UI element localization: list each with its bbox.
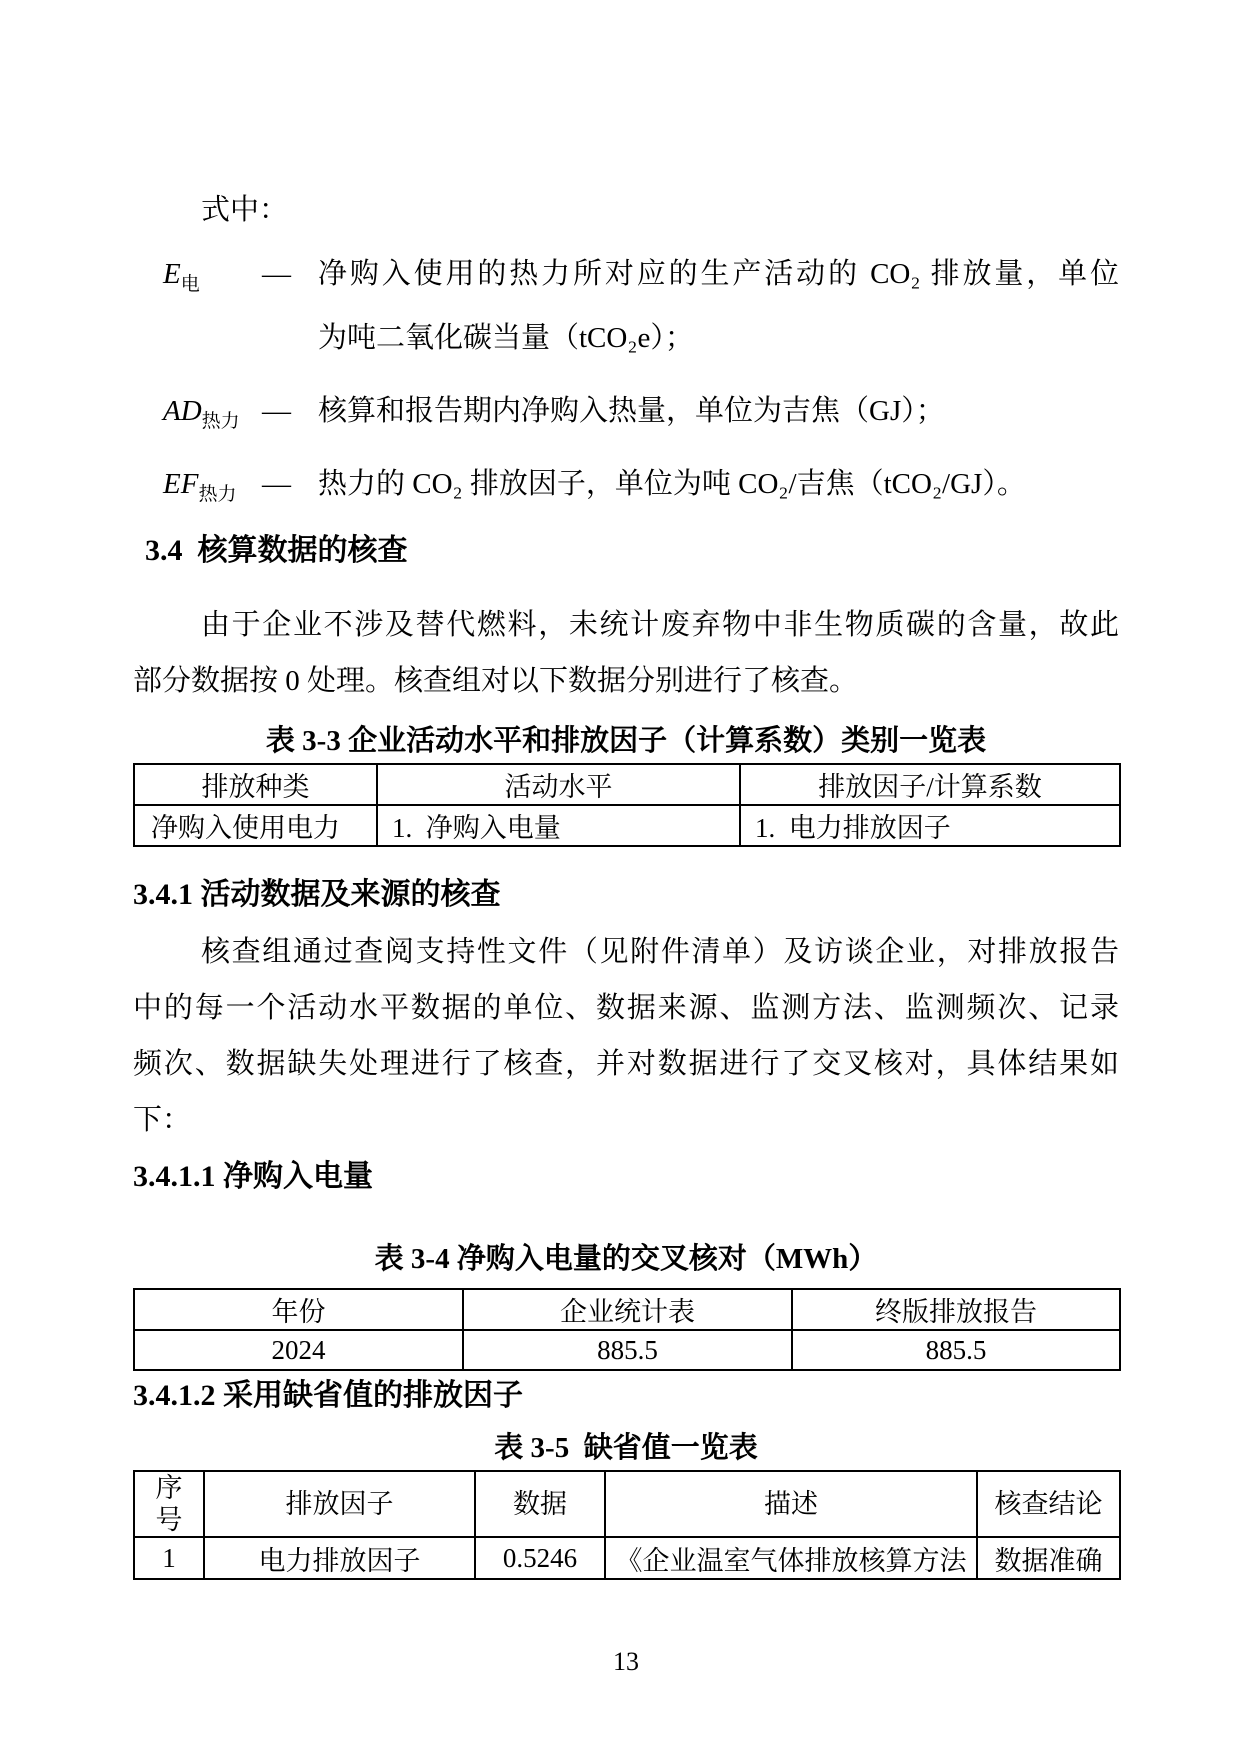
definition-text-e bbox=[318, 242, 1119, 370]
table-3-5-header-cell: 排放因子 bbox=[204, 1471, 475, 1537]
table-3-5-header-cell: 描述 bbox=[605, 1471, 977, 1537]
symbol-ad-subscript: 热力 bbox=[201, 410, 240, 432]
table-3-5-header-cell: 数据 bbox=[475, 1471, 605, 1537]
definition-text-ad-line1: 核算和报告期内净购入热量，单位为吉焦（GJ）； bbox=[318, 395, 945, 427]
paragraph-3-4 bbox=[133, 597, 1119, 709]
definition-row-e bbox=[133, 242, 1119, 370]
table-3-4-header-cell: 企业统计表 bbox=[463, 1289, 792, 1330]
table-3-3-header-cell: 排放种类 bbox=[134, 764, 377, 805]
section-heading-3-4: 3.4 核算数据的核查 bbox=[145, 534, 408, 567]
definition-text-e-line2: 为吨二氧化碳当量（tCO₂e）； bbox=[318, 322, 694, 354]
definition-text-e-line1: 净购入使用的热力所对应的生产活动的 CO₂ 排放量，单位 bbox=[318, 258, 1119, 290]
table-3-3-cell: 净购入使用电力 bbox=[134, 805, 377, 846]
paragraph-3-4-1 bbox=[133, 924, 1119, 1148]
definition-text-ef bbox=[318, 452, 1119, 516]
table-3-4-cell: 885.5 bbox=[463, 1330, 792, 1370]
table-3-5-cell: 电力排放因子 bbox=[204, 1537, 475, 1579]
definition-dash: — bbox=[262, 258, 291, 290]
table-3-5-cell: 0.5246 bbox=[475, 1537, 605, 1579]
symbol-e-subscript: 电 bbox=[180, 273, 200, 295]
section-heading-3-4-1-1: 3.4.1.1 净购入电量 bbox=[133, 1160, 373, 1193]
table-3-4-cell: 2024 bbox=[134, 1330, 463, 1370]
formula-intro: 式中： bbox=[201, 194, 289, 226]
page-number: 13 bbox=[613, 1647, 639, 1676]
table-3-4 bbox=[133, 1288, 1121, 1371]
paragraph-line: 核查组通过查阅支持性文件（见附件清单）及访谈企业，对排放报告 bbox=[201, 936, 1119, 968]
definition-row-ad bbox=[133, 379, 1119, 443]
table-3-4-header-cell: 年份 bbox=[134, 1289, 463, 1330]
symbol-e bbox=[133, 242, 262, 370]
table-3-3-cell: 1. 净购入电量 bbox=[377, 805, 740, 846]
table-3-5-header-row bbox=[134, 1471, 1120, 1537]
table-3-5-header-cell: 序号 bbox=[134, 1471, 204, 1537]
table-3-4-cell: 885.5 bbox=[792, 1330, 1120, 1370]
symbol-ef-main: EF bbox=[163, 468, 199, 500]
section-heading-3-4-1-2: 3.4.1.2 采用缺省值的排放因子 bbox=[133, 1379, 523, 1412]
table-3-5-data-row bbox=[134, 1537, 1120, 1579]
table-3-3-cell: 1. 电力排放因子 bbox=[740, 805, 1120, 846]
table-3-3-data-row bbox=[134, 805, 1120, 846]
table-3-3-header-cell: 排放因子/计算系数 bbox=[740, 764, 1120, 805]
symbol-e-main: E bbox=[163, 258, 181, 290]
table-3-5-cell: 《企业温室气体排放核算方法 bbox=[605, 1537, 977, 1579]
definition-text-ad bbox=[318, 379, 1119, 443]
table-3-4-header-cell: 终版排放报告 bbox=[792, 1289, 1120, 1330]
definition-row-ef bbox=[133, 452, 1119, 516]
table-3-5-cell: 1 bbox=[134, 1537, 204, 1579]
definition-dash: — bbox=[262, 468, 291, 500]
table-3-5-header-cell: 核查结论 bbox=[977, 1471, 1120, 1537]
table-3-4-data-row bbox=[134, 1330, 1120, 1370]
table-3-3-caption: 表 3-3 企业活动水平和排放因子（计算系数）类别一览表 bbox=[265, 725, 987, 757]
paragraph-line: 部分数据按 0 处理。核查组对以下数据分别进行了核查。 bbox=[133, 665, 859, 697]
table-3-3-header-cell: 活动水平 bbox=[377, 764, 740, 805]
symbol-ad bbox=[133, 379, 262, 443]
table-3-5 bbox=[133, 1470, 1121, 1580]
paragraph-line: 频次、数据缺失处理进行了核查，并对数据进行了交叉核对，具体结果如 bbox=[133, 1048, 1119, 1080]
table-3-4-caption: 表 3-4 净购入电量的交叉核对（MWh） bbox=[374, 1243, 878, 1275]
symbol-ef-subscript: 热力 bbox=[198, 483, 237, 505]
paragraph-line: 由于企业不涉及替代燃料，未统计废弃物中非生物质碳的含量，故此 bbox=[201, 609, 1119, 641]
paragraph-line: 中的每一个活动水平数据的单位、数据来源、监测方法、监测频次、记录 bbox=[133, 992, 1119, 1024]
table-3-3 bbox=[133, 763, 1121, 847]
symbol-ef bbox=[133, 452, 262, 516]
table-3-3-header-row bbox=[134, 764, 1120, 805]
table-3-4-header-row bbox=[134, 1289, 1120, 1330]
symbol-ad-main: AD bbox=[163, 395, 202, 427]
definition-dash: — bbox=[262, 395, 291, 427]
table-3-5-caption: 表 3-5 缺省值一览表 bbox=[494, 1432, 758, 1464]
section-heading-3-4-1: 3.4.1 活动数据及来源的核查 bbox=[133, 878, 501, 911]
definition-text-ef-line1: 热力的 CO₂ 排放因子，单位为吨 CO₂/吉焦（tCO₂/GJ）。 bbox=[318, 468, 1026, 500]
paragraph-line: 下： bbox=[133, 1104, 192, 1136]
table-3-5-cell: 数据准确 bbox=[977, 1537, 1120, 1579]
